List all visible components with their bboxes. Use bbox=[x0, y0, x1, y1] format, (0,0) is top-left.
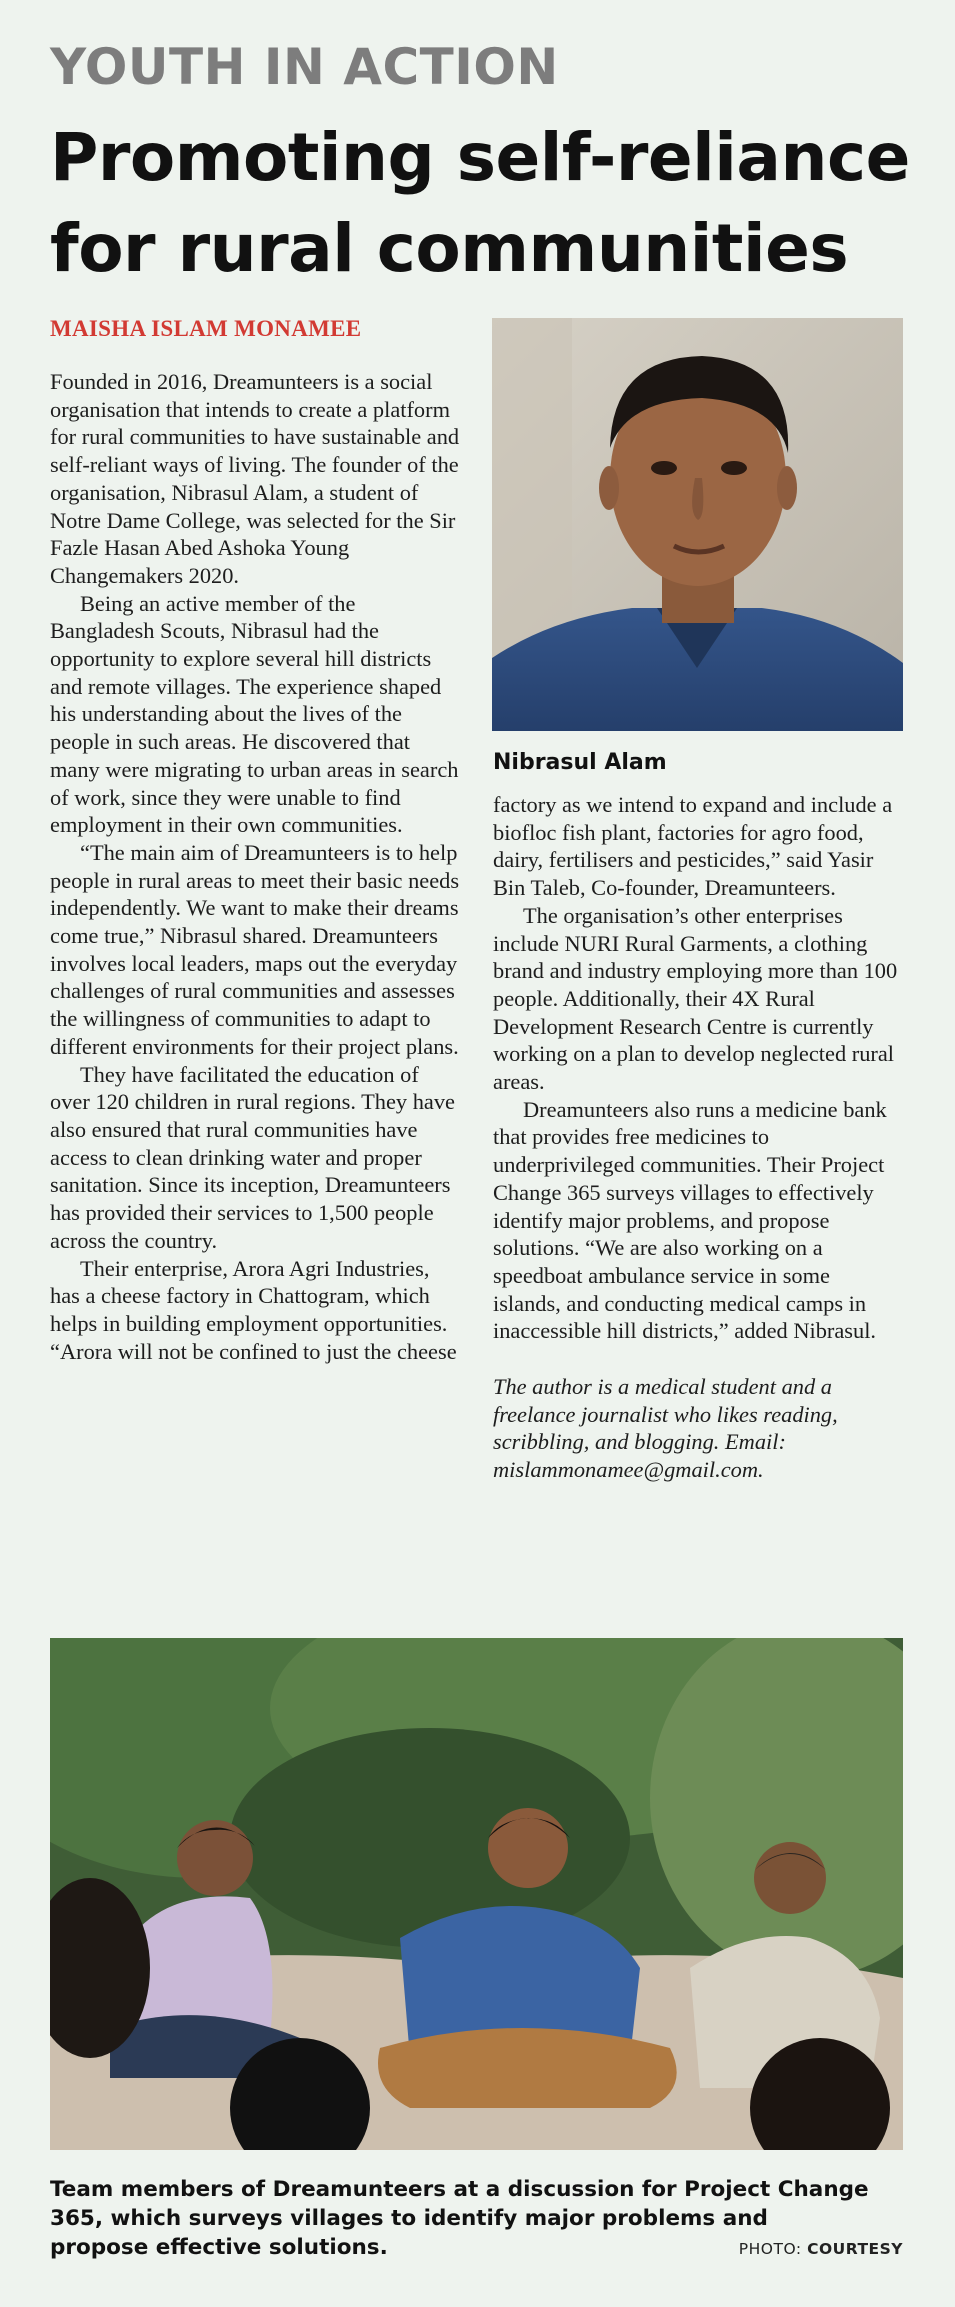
portrait-caption: Nibrasul Alam bbox=[493, 750, 667, 775]
group-photo-illustration bbox=[50, 1638, 903, 2150]
author-note: The author is a medical student and a freelance journalist who likes reading, scribbling, and blogging. Email: mislammonamee@gmail.com. bbox=[493, 1374, 838, 1483]
group-photo bbox=[50, 1638, 903, 2150]
portrait-photo bbox=[492, 318, 903, 731]
paragraph-scouts: Being an active member of the Bangladesh Scouts, Nibrasul had the opportunity to explore several hill districts and remote villages. The experience shaped his understanding about the lives of the people in such areas. He discovered that many were migrating to urban areas in search of work, since they were unable to find employment in their own communities. bbox=[50, 590, 459, 838]
article-column-left bbox=[50, 368, 460, 1365]
article-headline: Promoting self-reliance for rural communities bbox=[50, 119, 910, 287]
paragraph-other-enterprises: The organisation’s other enterprises include NURI Rural Garments, a clothing brand and industry employing more than 100 people. Additionally, their 4X Rural Development Research Centre is currently working on a plan to develop neglected rural areas. bbox=[493, 902, 898, 1095]
paragraph-education: They have facilitated the education of over 120 children in rural regions. They have also ensured that rural communities have access to clean drinking water and proper sanitation. Since its inception, Dreamunteers has provided their services to 1,500 people across the country. bbox=[50, 1061, 455, 1253]
paragraph-enterprise: Their enterprise, Arora Agri Industries, has a cheese factory in Chattogram, which helps in building employment opportunities. “Arora will not be confined to just the cheese bbox=[50, 1255, 457, 1364]
section-kicker: YOUTH IN ACTION bbox=[50, 38, 559, 96]
author-byline: MAISHA ISLAM MONAMEE bbox=[50, 316, 362, 341]
photo-credit bbox=[739, 2240, 903, 2258]
paragraph-intro: Founded in 2016, Dreamunteers is a social organisation that intends to create a platform for rural communities to have sustainable and self-reliant ways of living. The founder of the organisation, Nibrasul Alam, a student of Notre Dame College, was selected for the Sir Fazle Hasan Abed Ashoka Young Changemakers 2020. bbox=[50, 369, 460, 588]
portrait-illustration bbox=[492, 318, 903, 731]
group-photo-caption: Team members of Dreamunteers at a discussion for Project Change 365, which surveys villages to identify major problems and propose effective solutions. bbox=[50, 2177, 869, 2260]
photo-credit-label: PHOTO: bbox=[738, 2240, 802, 2258]
paragraph-aim: “The main aim of Dreamunteers is to help people in rural areas to meet their basic needs independently. We want to make their dreams come true,” Nibrasul shared. Dreamunteers involves local leaders, maps out the everyday challenges of rural communities and assesses the willingness of communities to adapt to different environments for their project plans. bbox=[50, 839, 460, 1059]
paragraph-enterprise-continued: factory as we intend to expand and include a biofloc fish plant, factories for agro food, dairy, fertilisers and pesticides,” said Yasir Bin Taleb, Co-founder, Dreamunteers. bbox=[493, 792, 893, 901]
paragraph-medicine-bank: Dreamunteers also runs a medicine bank that provides free medicines to underprivileged communities. Their Project Change 365 surveys villages to effectively identify major problems, and propose solutions. “We are also working on a speedboat ambulance service in some islands, and conducting medical camps in inaccessible hill districts,” added Nibrasul. bbox=[493, 1096, 887, 1344]
photo-credit-value: COURTESY bbox=[807, 2240, 903, 2258]
article-column-right bbox=[493, 791, 903, 1484]
